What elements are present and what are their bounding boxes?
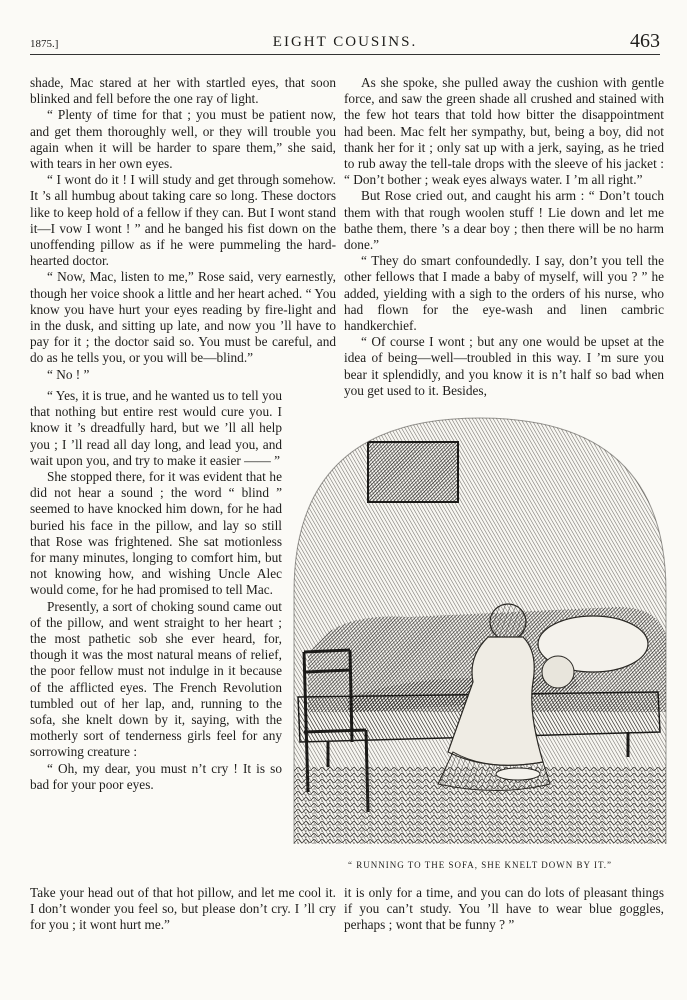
girl-figure [490, 604, 526, 640]
paragraph: “ Plenty of time for that ; you must be patient now, and get them thoroughly well, or they will trouble you again when it will be harder to spare them,” she said, with tears in her own eyes. [30, 107, 336, 172]
paragraph: “ They do smart confoundedly. I say, don’t you tell the other fellows that I made a baby of myself, will you ? ” he added, yielding with a sigh to the orders of his nurse, who had flown for the eye-wash and linen cambric handkerchief. [344, 253, 664, 334]
header-date: 1875.] [30, 38, 59, 50]
left-column-top [30, 75, 336, 383]
right-column-bottom [344, 885, 664, 934]
left-column-wrapped [30, 388, 282, 793]
paragraph: “ No ! ” [47, 366, 90, 382]
paragraph: “ I wont do it ! I will study and get through somehow. It ’s all humbug about taking care so long. These doctors like to keep hold of a fellow if they can. But I wont stand it—I vow I wont ! ” and he banged his fist down on the unoffending pillow as if he were pummeling the hard-hearted doctor. [30, 172, 336, 269]
paragraph: As she spoke, she pulled away the cushion with gentle force, and saw the green shade all crushed and stained with the few hot tears that told how bitter the disappointment had been. Mac felt her sympathy, but, being a boy, did not thank her for it ; only sat up with a jerk, saying, as he tried to rub away the tell-tale drops with the sleeve of his jacket : “ Don’t bother ; weak eyes always water. I ’m all right.” [344, 75, 664, 188]
paragraph: “ Of course I wont ; but any one would be upset at the idea of being—well—troubled in this way. I ’m sure you bear it splendidly, and you know it is n’t half so bad when you get used to it. Besides, [344, 334, 664, 398]
paragraph: Presently, a sort of choking sound came out of the pillow, and went straight to her heart ; the most pathetic sob she ever heard, for, though it was the most natural means of relief, the poor fellow must not indulge in it because of the afflicted eyes. The French Revolution tumbled out of her lap, and, running to the sofa, she knelt down by it, saying, with the motherly sort of tenderness girls feel for any sorrowing creature : [30, 598, 282, 760]
paragraph: “ Yes, it is true, and he wanted us to tell you that nothing but entire rest would cure you. I know it ’s dreadfully hard, but we ’ll all help you ; I ’ll read all day long, and lead you, and wait upon you, and try to make it easier —— ” [30, 388, 282, 468]
paragraph: But Rose cried out, and caught his arm : “ Don’t touch them with that rough woolen stuff ! Lie down and let me bathe them, there ’s a dear boy ; then there will be no harm done.” [344, 188, 664, 253]
paragraph: She stopped there, for it was evident that he did not hear a sound ; the word “ blind ” seemed to have knocked him down, for he had buried his face in the pillow, and lay so still that Rose was frightened. She sat motionless for many minutes, longing to comfort him, but not knowing how, and wishing Uncle Alec would come, for he had promised to tell Mac. [30, 469, 282, 598]
header-title: EIGHT COUSINS. [272, 34, 418, 50]
right-column-top [344, 75, 664, 399]
engraving-illustration [288, 412, 672, 844]
paragraph: “ Oh, my dear, you must n’t cry ! It is so bad for your poor eyes. [30, 760, 282, 792]
illustration-caption: “ RUNNING TO THE SOFA, SHE KNELT DOWN BY IT.” [347, 860, 613, 870]
page-number: 463 [630, 30, 660, 52]
left-column-bottom [30, 885, 336, 934]
paragraph: Take your head out of that hot pillow, and let me cool it. I don’t wonder you feel so, but please don’t cry. I ’ll cry for you ; it wont hurt me.” [30, 885, 336, 933]
running-header [30, 30, 660, 55]
floor [288, 767, 672, 844]
paragraph: shade, Mac stared at her with startled eyes, that soon blinked and fell before the one ray of light. [30, 75, 336, 107]
paragraph: “ Now, Mac, listen to me,” Rose said, very earnestly, though her voice shook a little and her heart ached. “ You know you have hurt your eyes reading by fire-light and in the dusk, and sitting up late, and now you ’ll have to pay for it ; the doctor said so. You must be careful, and do as he tells you, or you will be—blind.” [30, 269, 336, 366]
wall-picture [368, 442, 458, 502]
paragraph: it is only for a time, and you can do lots of pleasant things if you can’t study. You ’ll have to wear blue goggles, perhaps ; wont that be funny ? ” [344, 885, 664, 933]
